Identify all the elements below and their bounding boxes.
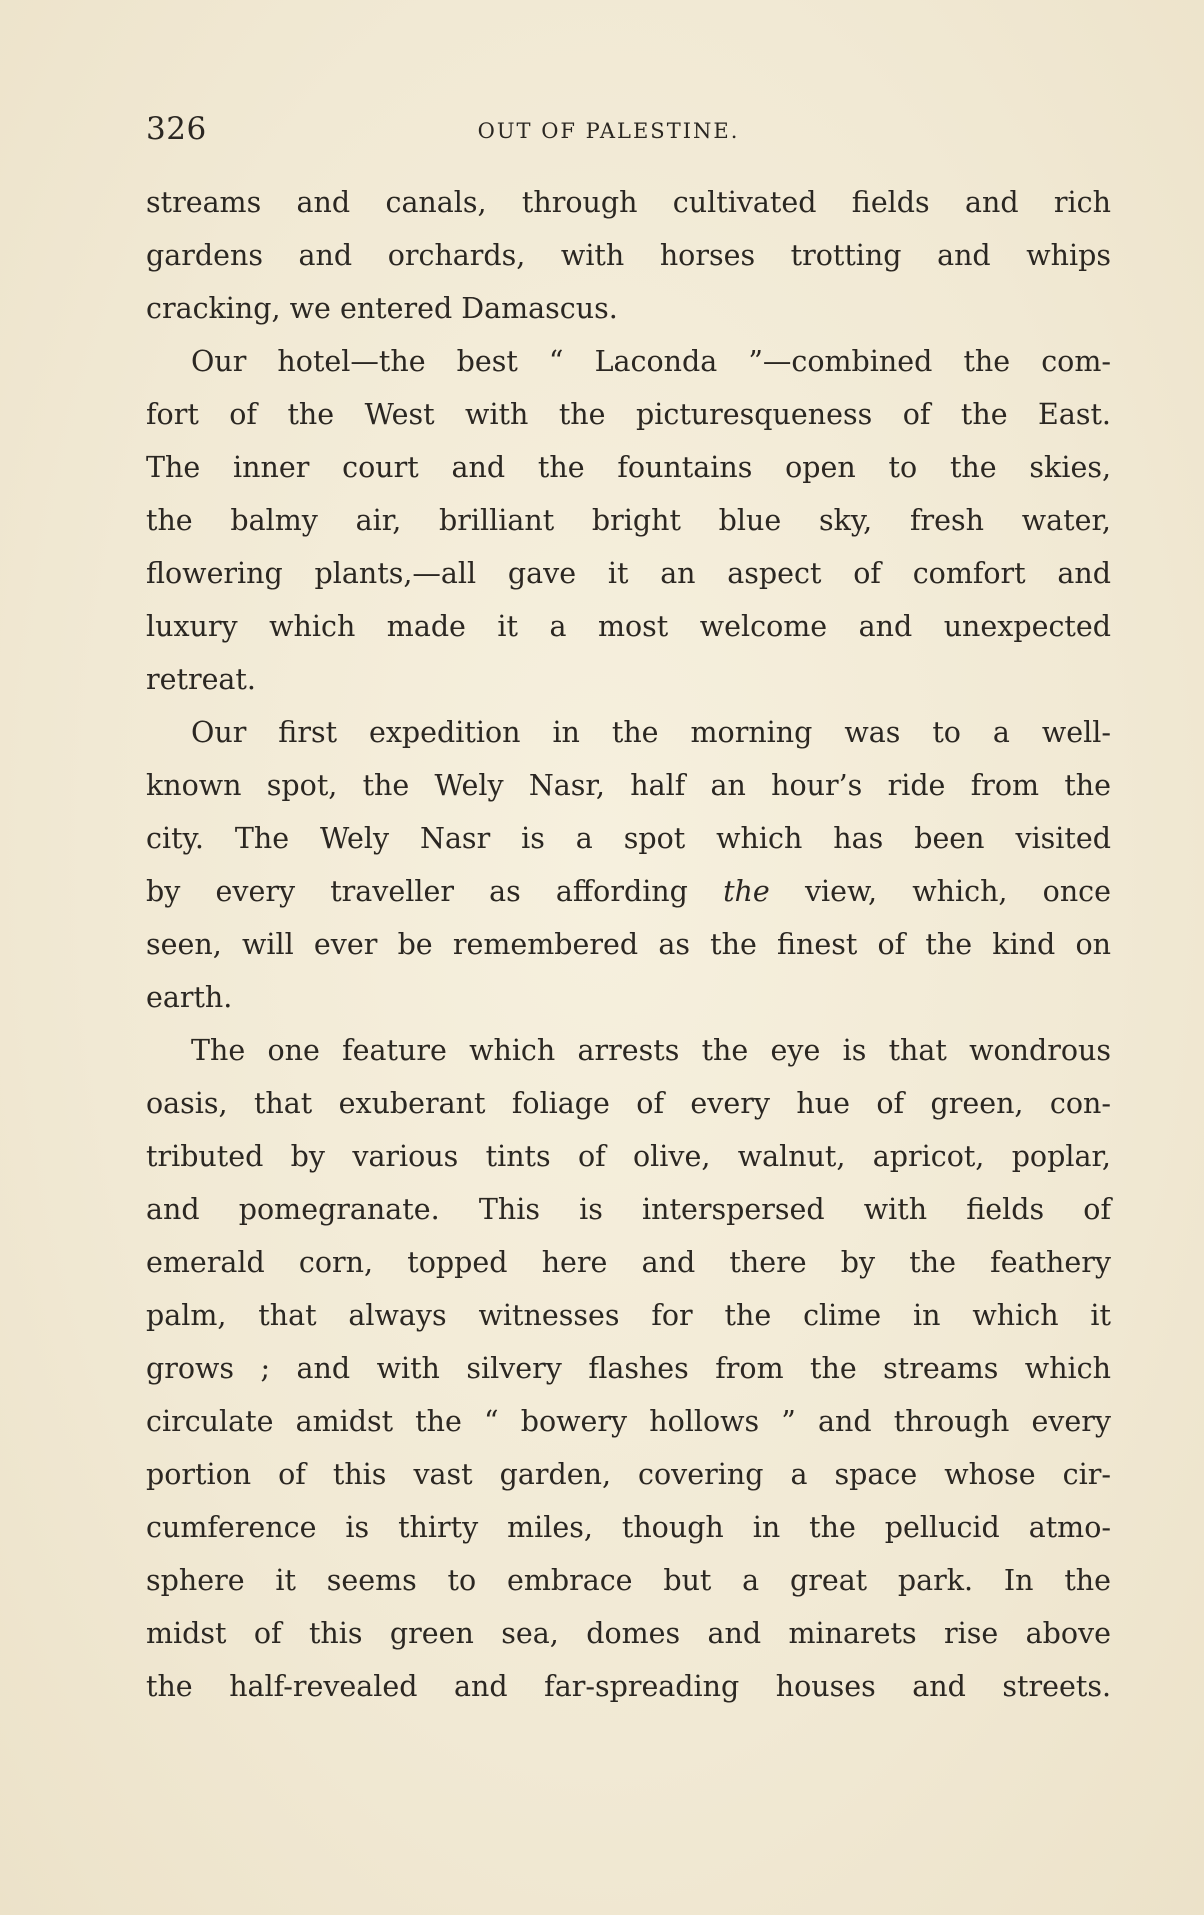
text-line-with-italic (146, 865, 1111, 918)
text-line: midst of this green sea, domes and minarets rise above (146, 1617, 1111, 1650)
text-line: circulate amidst the “ bowery hollows ” and through every (146, 1405, 1111, 1438)
text-line: the balmy air, brilliant bright blue sky, fresh water, (146, 504, 1111, 537)
text-line: palm, that always witnesses for the clime in which it (146, 1299, 1111, 1332)
text-line: Our hotel—the best “ Laconda ”—combined the com- (191, 345, 1111, 378)
text-line: the half-revealed and far-spreading houses and streets. (146, 1670, 1111, 1703)
text-line: gardens and orchards, with horses trotting and whips (146, 239, 1111, 272)
text-line: Our first expedition in the morning was to a well- (191, 716, 1111, 749)
running-head: OUT OF PALESTINE. (477, 119, 740, 143)
text-line: seen, will ever be remembered as the finest of the kind on (146, 928, 1111, 961)
paragraph-2 (146, 335, 1111, 706)
text-line: fort of the West with the picturesqueness of the East. (146, 398, 1111, 431)
text-line: The inner court and the fountains open to the skies, (146, 451, 1111, 484)
text-line: cracking, we entered Damascus. (146, 292, 618, 325)
text-line: emerald corn, topped here and there by the feathery (146, 1246, 1111, 1279)
text-line: luxury which made it a most welcome and unexpected (146, 610, 1111, 643)
page-number: 326 (146, 111, 207, 147)
text-line: earth. (146, 981, 233, 1014)
paragraph-4 (146, 1024, 1111, 1713)
text-line: portion of this vast garden, covering a space whose cir- (146, 1458, 1111, 1491)
italic-word: the (723, 875, 770, 908)
paragraph-1 (146, 176, 1111, 335)
text-line: and pomegranate. This is interspersed with fields of (146, 1193, 1111, 1226)
text-line: grows ; and with silvery flashes from the streams which (146, 1352, 1111, 1385)
body-text (146, 176, 1111, 1713)
page-header (146, 104, 1111, 154)
text-line: oasis, that exuberant foliage of every hue of green, con- (146, 1087, 1111, 1120)
text-line: The one feature which arrests the eye is that wondrous (191, 1034, 1111, 1067)
text-line: tributed by various tints of olive, walnut, apricot, poplar, (146, 1140, 1111, 1173)
text-line: cumference is thirty miles, though in the pellucid atmo- (146, 1511, 1111, 1544)
text-line: retreat. (146, 663, 256, 696)
paragraph-3 (146, 706, 1111, 1024)
text-segment: by every traveller as affording (146, 875, 688, 908)
text-segment: view, which, once (804, 875, 1112, 908)
text-line: sphere it seems to embrace but a great park. In the (146, 1564, 1111, 1597)
text-line: known spot, the Wely Nasr, half an hour’s ride from the (146, 769, 1111, 802)
text-line: city. The Wely Nasr is a spot which has been visited (146, 822, 1111, 855)
text-line: flowering plants,—all gave it an aspect of comfort and (146, 557, 1111, 590)
text-line: streams and canals, through cultivated fields and rich (146, 186, 1111, 219)
